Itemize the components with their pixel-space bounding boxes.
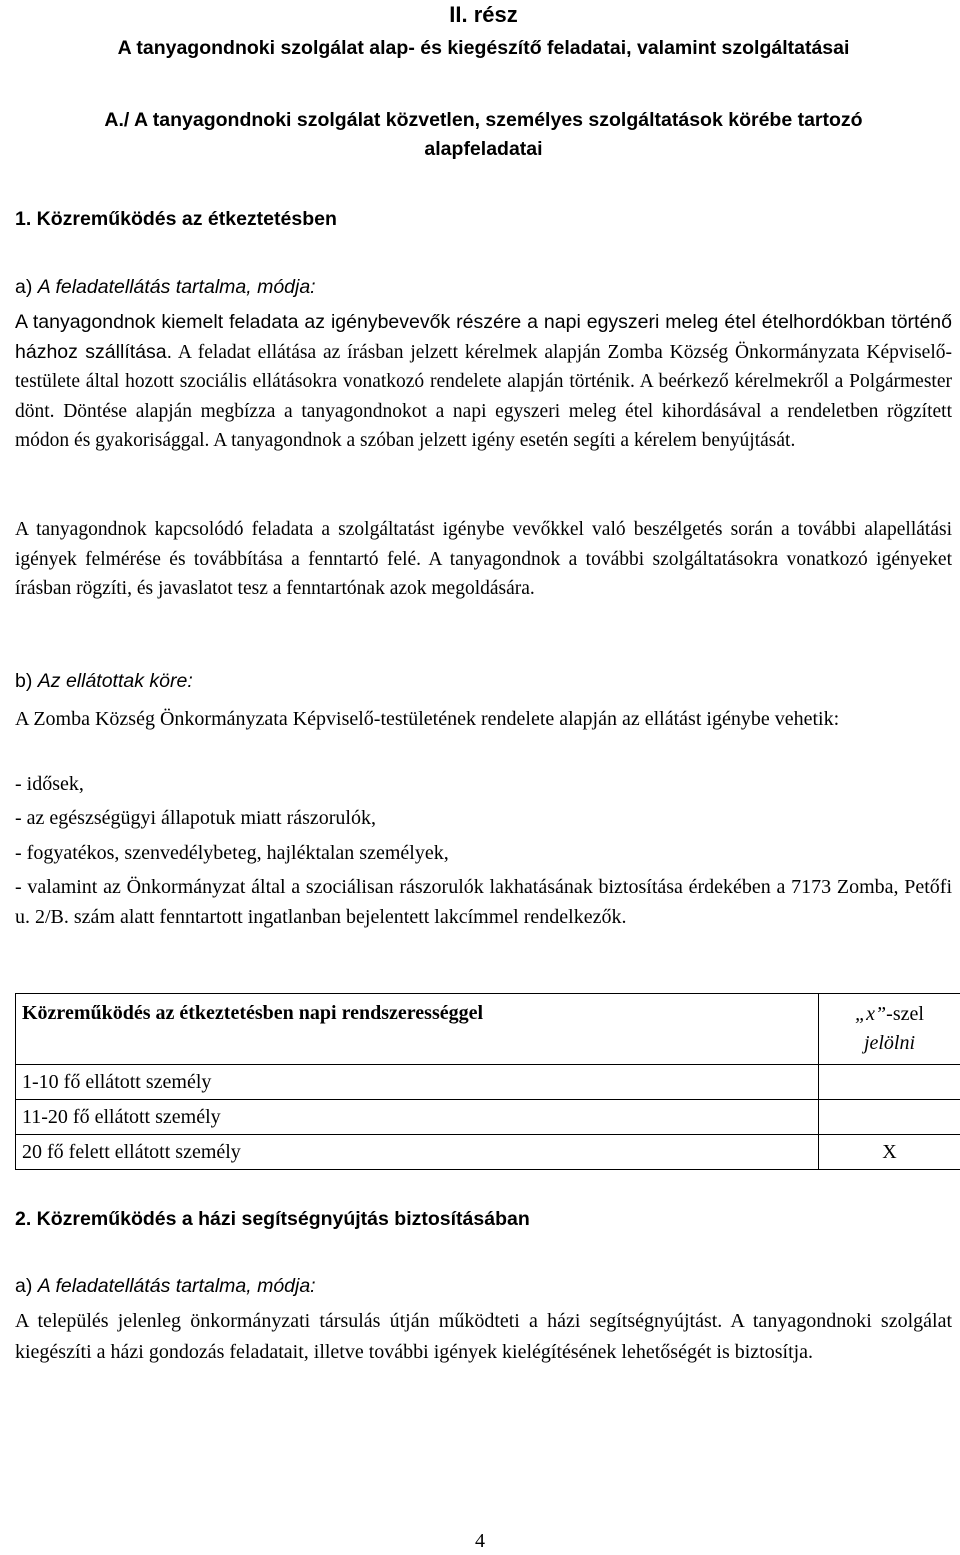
section-1a-serif-text: A feladat ellátása az írásban jelzett kérelmek alapján Zomba Község Önkormányzata Képviselő-testülete által hozott szociális ellátásokra vonatkozó rendelete alapján történik. A beérkező kérelmekről a Polgármester dönt. Döntése alapján megbízza a tanyagondnokot a napi egyszeri meleg étel kihordásával a rendeletben rögzített módon és gyakorisággal. A tanyagondnok a szóban jelzett igény esetén segíti a kérelem benyújtását. bbox=[15, 341, 952, 452]
section-1-heading: 1. Közreműködés az étkeztetésben bbox=[15, 208, 337, 230]
section-2-heading: 2. Közreműködés a házi segítségnyújtás biztosításában bbox=[15, 1208, 530, 1230]
section-a-title-line2: alapfeladatai bbox=[424, 138, 543, 160]
table-row-mark bbox=[819, 1100, 960, 1135]
section-1a-paragraph-2: A tanyagondnok kapcsolódó feladata a szolgáltatást igénybe vevőkkel való beszélgetés során a további alapellátási igények felmérése és továbbítása a fenntartó felé. A tanyagondnok a további szolgáltatásokra vonatkozó igényeket írásban rögzíti, és javaslatot tesz a fenntartónak azok megoldására. bbox=[15, 519, 952, 600]
table-row-label: 11-20 fő ellátott személy bbox=[16, 1100, 819, 1135]
table-header-suffix: -szel bbox=[886, 1003, 924, 1025]
section-1b-italic-label: Az ellátottak köre: bbox=[37, 670, 193, 692]
table-header-right bbox=[819, 994, 960, 1065]
section-2a-paragraph: A település jelenleg önkormányzati társulás útján működteti a házi segítségnyújtást. A tanyagondnoki szolgálat kiegészíti a házi gondozás feladatait, illetve további igények kielégítésének lehetőségét is biztosítja. bbox=[15, 1310, 952, 1363]
table-header-row bbox=[16, 994, 960, 1065]
table-row-label: 1-10 fő ellátott személy bbox=[16, 1065, 819, 1100]
section-1b-intro: A Zomba Község Önkormányzata Képviselő-testületének rendelete alapján az ellátást igénybe vehetik: bbox=[15, 708, 840, 730]
section-2a-prefix: a) bbox=[15, 1275, 38, 1297]
section-1a-prefix: a) bbox=[15, 276, 38, 298]
section-1a-sans-text: A tanyagondnok kiemelt feladata az igénybevevők részére a napi egyszeri meleg étel ételhordókban történő házhoz szállítása. bbox=[15, 311, 952, 363]
section-1a-italic-label: A feladatellátás tartalma, módja: bbox=[37, 276, 316, 298]
table-header-left: Közreműködés az étkeztetésben napi rendszerességgel bbox=[16, 994, 819, 1065]
table-row bbox=[16, 1100, 960, 1135]
page-number: 4 bbox=[475, 1530, 485, 1552]
part-heading: II. rész bbox=[449, 2, 518, 27]
section-1a-paragraph-1 bbox=[15, 308, 952, 456]
table-row bbox=[16, 1135, 960, 1170]
eligible-item-2: - az egészségügyi állapotuk miatt rászorulók, bbox=[15, 807, 376, 829]
section-1b-label bbox=[15, 667, 952, 695]
section-a-title-line1: A./ A tanyagondnoki szolgálat közvetlen, személyes szolgáltatások körébe tartozó bbox=[104, 109, 863, 131]
section-1a-label bbox=[15, 273, 952, 301]
section-1b-prefix: b) bbox=[15, 670, 38, 692]
meal-delivery-table bbox=[15, 993, 960, 1170]
section-2a-italic-label: A feladatellátás tartalma, módja: bbox=[37, 1275, 316, 1297]
eligible-item-3: - fogyatékos, szenvedélybeteg, hajléktalan személyek, bbox=[15, 842, 449, 864]
eligible-item-4: - valamint az Önkormányzat által a szociálisan rászorulók lakhatásának biztosítása érdekében a 7173 Zomba, Petőfi u. 2/B. szám alatt fenntartott ingatlanban bejelentett lakcímmel rendelkezők. bbox=[15, 876, 952, 928]
section-2a-label bbox=[15, 1272, 952, 1300]
document-title: A tanyagondnoki szolgálat alap- és kiegészítő feladatai, valamint szolgáltatásai bbox=[117, 37, 850, 59]
table-row bbox=[16, 1065, 960, 1100]
table-header-line2: jelölni bbox=[863, 1032, 916, 1054]
table-row-mark: X bbox=[819, 1135, 960, 1170]
table-header-quote: „x” bbox=[855, 1003, 887, 1025]
table-row-mark bbox=[819, 1065, 960, 1100]
table-row-label: 20 fő felett ellátott személy bbox=[16, 1135, 819, 1170]
eligible-item-1: - idősek, bbox=[15, 773, 84, 795]
